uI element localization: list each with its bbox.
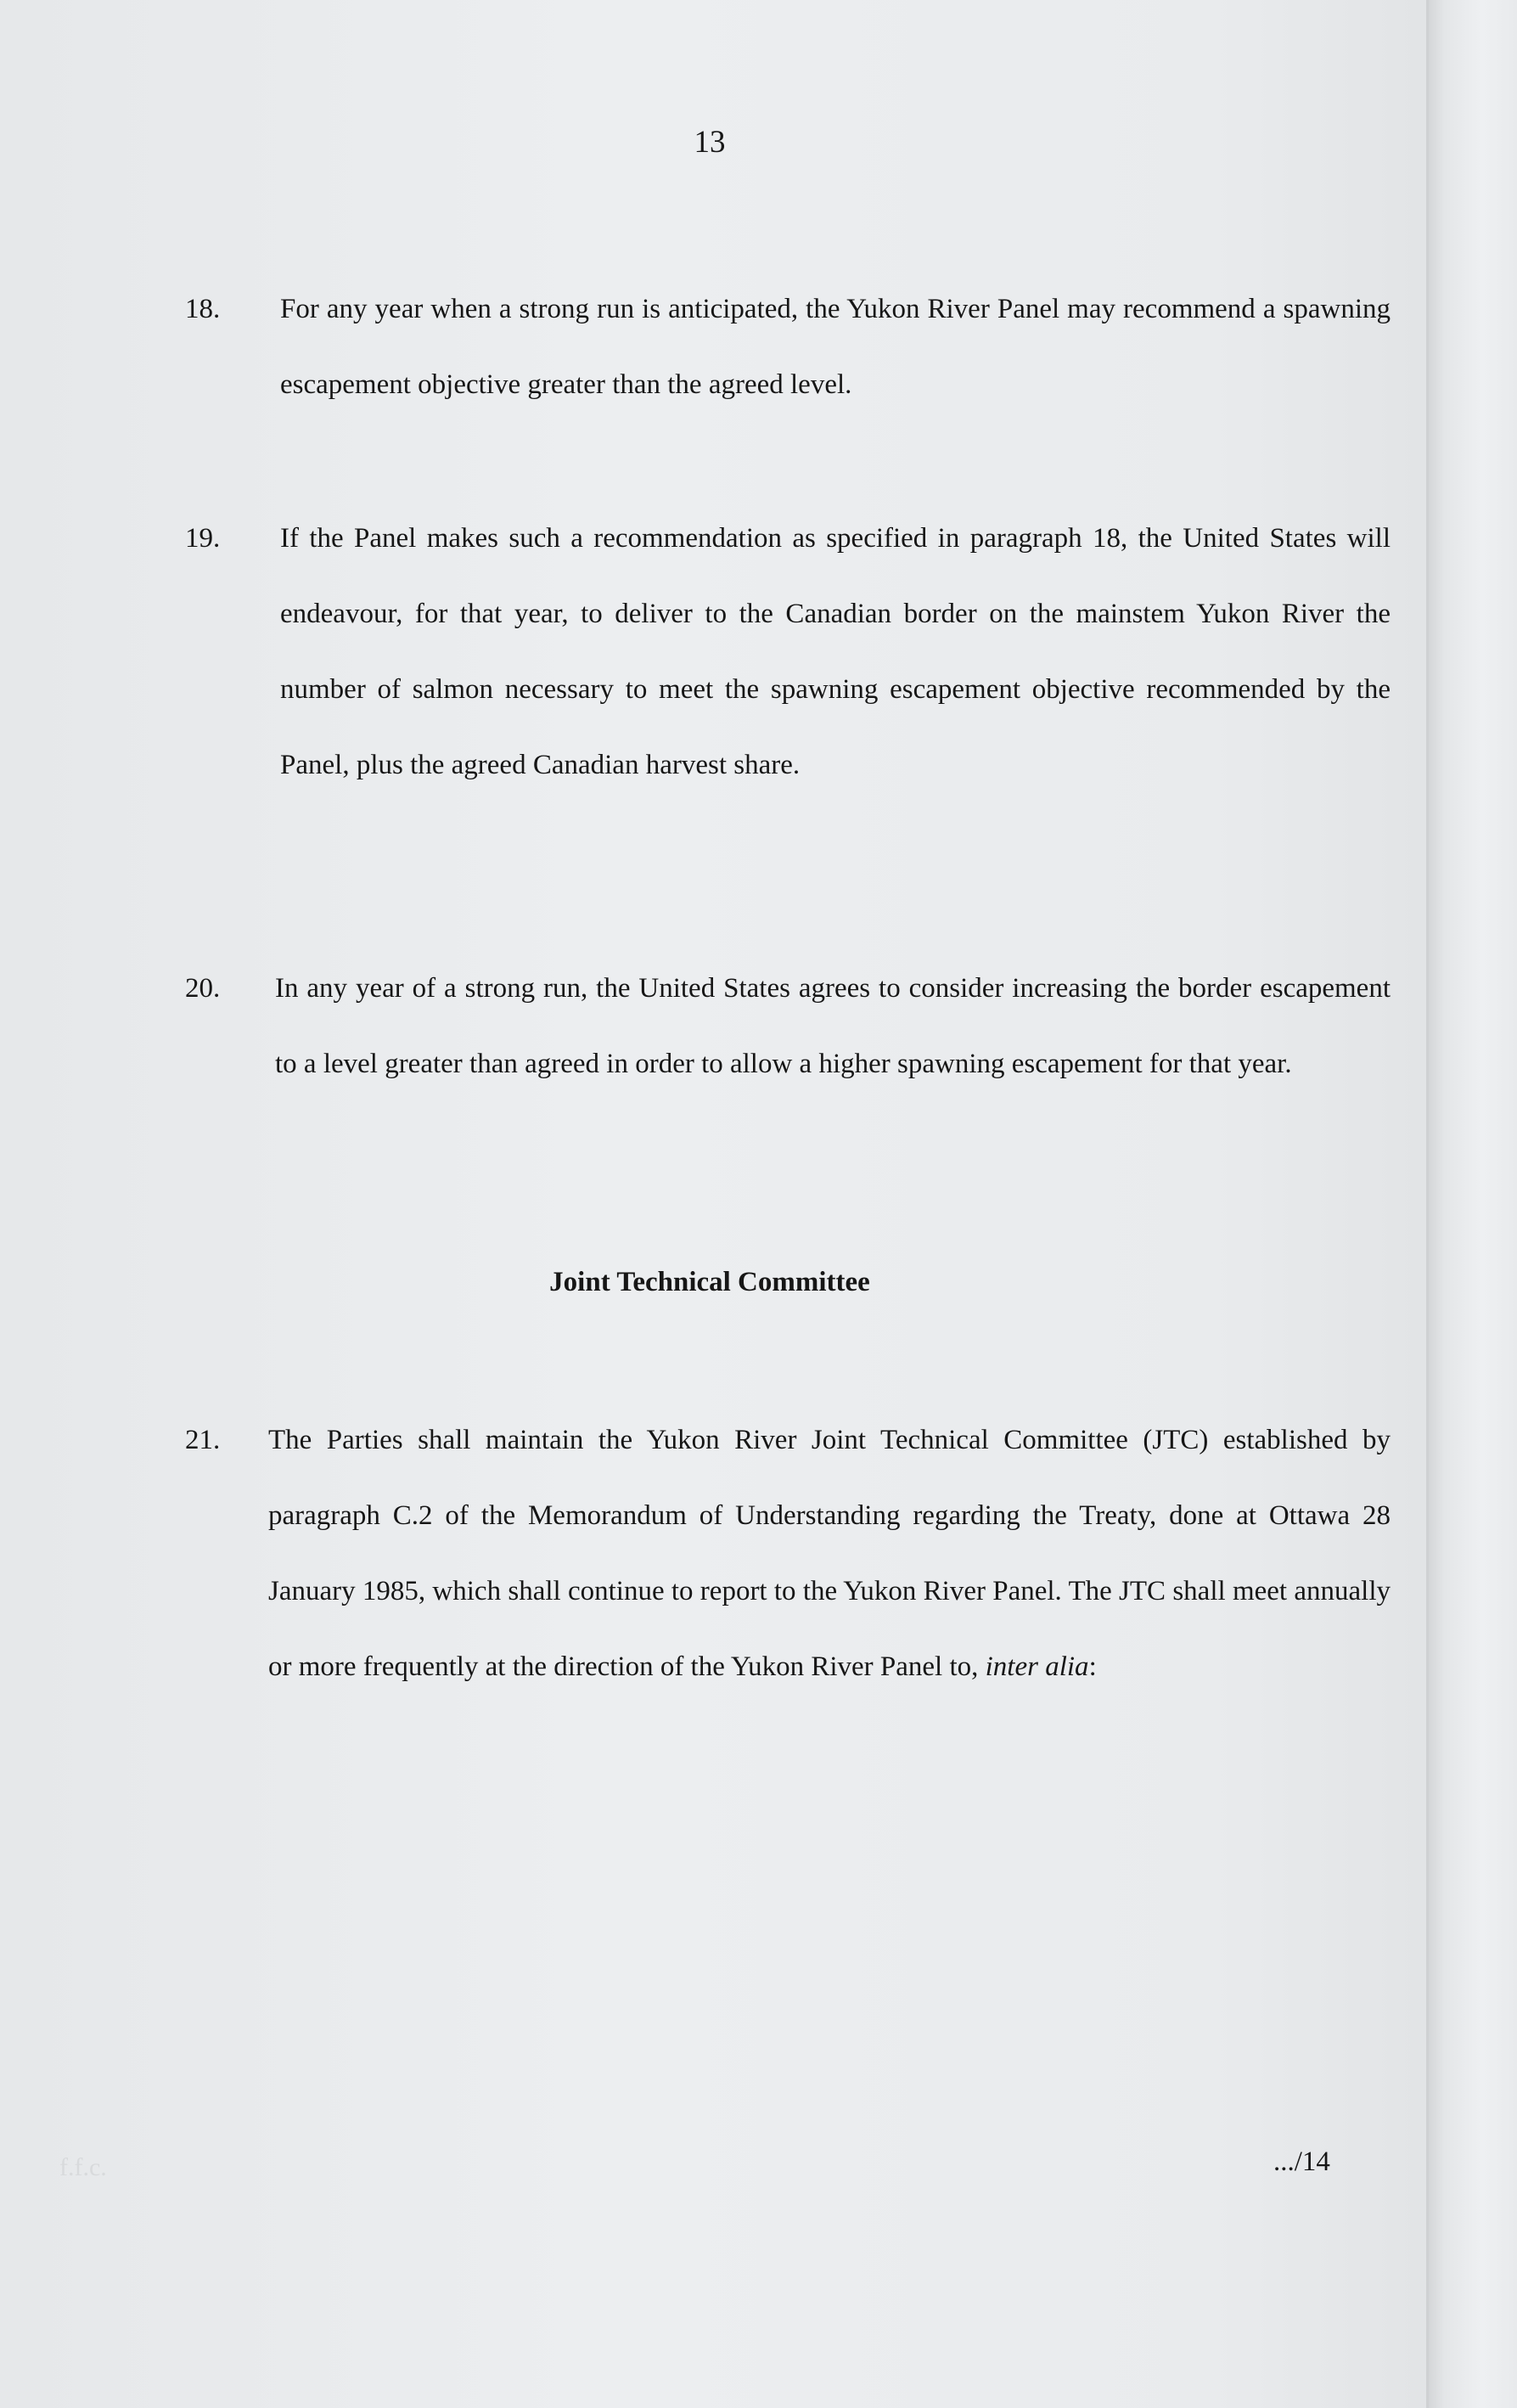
continuation-marker: .../14 <box>1273 2146 1330 2177</box>
paragraph-20 <box>185 951 1391 1102</box>
page-number: 13 <box>694 125 726 160</box>
paragraph-19 <box>185 501 1391 803</box>
paragraph-text-end: : <box>1088 1651 1097 1682</box>
paragraph-18 <box>185 272 1391 423</box>
paragraph-number: 18. <box>185 294 221 324</box>
paragraph-text <box>268 1403 1391 1705</box>
paragraph-text-italic: inter alia <box>985 1651 1089 1682</box>
section-heading: Joint Technical Committee <box>549 1267 870 1297</box>
paragraph-number: 19. <box>185 523 221 554</box>
paragraph-number: 21. <box>185 1425 221 1455</box>
page-edge-shadow <box>1429 0 1517 2408</box>
paragraph-text: In any year of a strong run, the United States agrees to consider increasing the border escapement to a level greater than agreed in order to allow a higher spawning escapement for that year. <box>275 973 1391 1079</box>
paragraph-21 <box>185 1403 1391 1705</box>
bleed-through-mark: f.f.c. <box>59 2153 107 2181</box>
paragraph-number: 20. <box>185 973 221 1004</box>
paragraph-text: If the Panel makes such a recommendation as specified in paragraph 18, the United States will endeavour, for that year, to deliver to the Canadian border on the mainstem Yukon River the number of salmon necessary to meet the spawning escapement objective recommended by the Panel, plus the agreed Canadian harvest share. <box>280 523 1391 780</box>
paragraph-text: For any year when a strong run is anticipated, the Yukon River Panel may recommend a spawning escapement objective greater than the agreed level. <box>280 294 1391 400</box>
paragraph-text-main: The Parties shall maintain the Yukon River Joint Technical Committee (JTC) established by paragraph C.2 of the Memorandum of Understanding regarding the Treaty, done at Ottawa 28 January 1985, which shall continue to report to the Yukon River Panel. The JTC shall meet annually or more frequently at the direction of the Yukon River Panel to, <box>268 1425 1391 1682</box>
